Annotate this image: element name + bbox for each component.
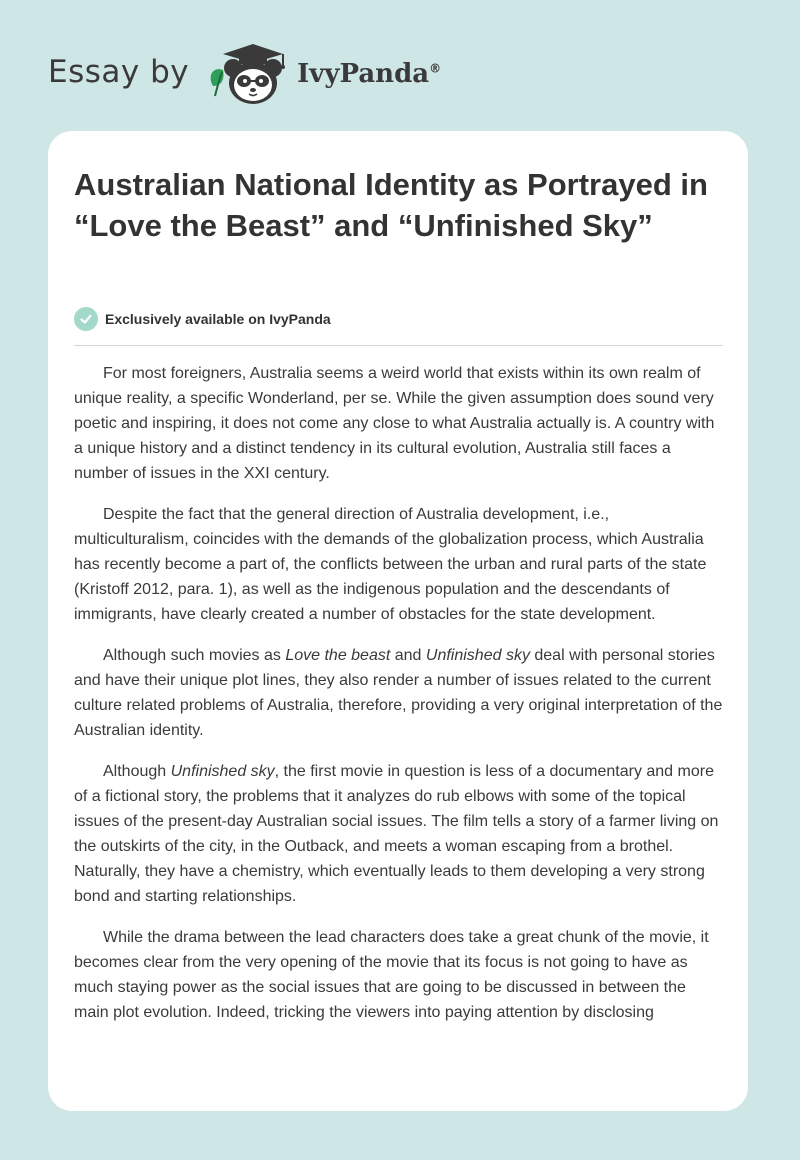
page-title: Australian National Identity as Portrayed in “Love the Beast” and “Unfinished Sky” (74, 167, 708, 243)
essay-paragraph (74, 643, 724, 743)
paragraph-text: , the first movie in question is less of a documentary and more of a fictional story, the problems that it analyzes do rub elbows with some of the topical issues of the present-day Australian social issues. The film tells a story of a farmer living on the outskirts of the city, in the Outback, and meets a woman escaping from a brothel. Naturally, they have a chemistry, which eventually leads to them developing a very strong bond and starting relationships. (74, 763, 719, 905)
paragraph-text: While the drama between the lead characters does take a great chunk of the movie, it becomes clear from the very opening of the movie that its focus is not going to have as much staying power as the social issues that are going to be discussed in between the main plot evolution. Indeed, tricking the viewers into paying attention by disclosing (74, 929, 709, 1021)
registered-mark: ® (429, 61, 442, 76)
paragraph-text: For most foreigners, Australia seems a weird world that exists within its own realm of unique reality, a specific Wonderland, per se. While the given assumption does sound very poetic and inspiring, it does not come any close to what Australia actually is. A country with a unique history and a distinct tendency in its cultural evolution, Australia still faces a number of issues in the XXI century. (74, 365, 715, 482)
paragraph-text: deal with personal stories and have their unique plot lines, they also render a number of issues related to the current culture related problems of Australia, therefore, providing a very original interpretation of the Australian identity. (74, 647, 723, 739)
paragraph-text: Despite the fact that the general direction of Australia development, i.e., multiculturalism, coincides with the demands of the globalization process, which Australia has recently become a part of, the conflicts between the urban and rural parts of the state (Kristoff 2012, para. 1), as well as the indigenous population and the descendants of immigrants, have clearly created a number of obstacles for the state development. (74, 506, 707, 623)
essay-paragraph (74, 925, 724, 1025)
exclusive-label: Exclusively available on IvyPanda (105, 311, 331, 327)
essay-paragraph (74, 759, 724, 909)
movie-title: Love the beast (285, 647, 391, 664)
check-circle-icon (74, 307, 98, 331)
divider (74, 345, 723, 346)
essay-paragraph (74, 502, 724, 627)
site-header (48, 36, 441, 108)
essay-card (48, 131, 748, 1111)
movie-title: Unfinished sky (425, 647, 530, 664)
paragraph-text: and (390, 647, 426, 664)
movie-title: Unfinished sky (170, 763, 275, 780)
paragraph-text: Although (103, 763, 171, 780)
essay-by-label: Essay by (48, 54, 190, 90)
paragraph-text: Although such movies as (103, 647, 286, 664)
essay-paragraph (74, 361, 724, 486)
brand-name (297, 59, 441, 89)
exclusive-badge (74, 306, 331, 332)
panda-graduate-icon (203, 36, 295, 108)
brand-text: IvyPanda (297, 59, 430, 89)
essay-body (74, 361, 724, 1041)
